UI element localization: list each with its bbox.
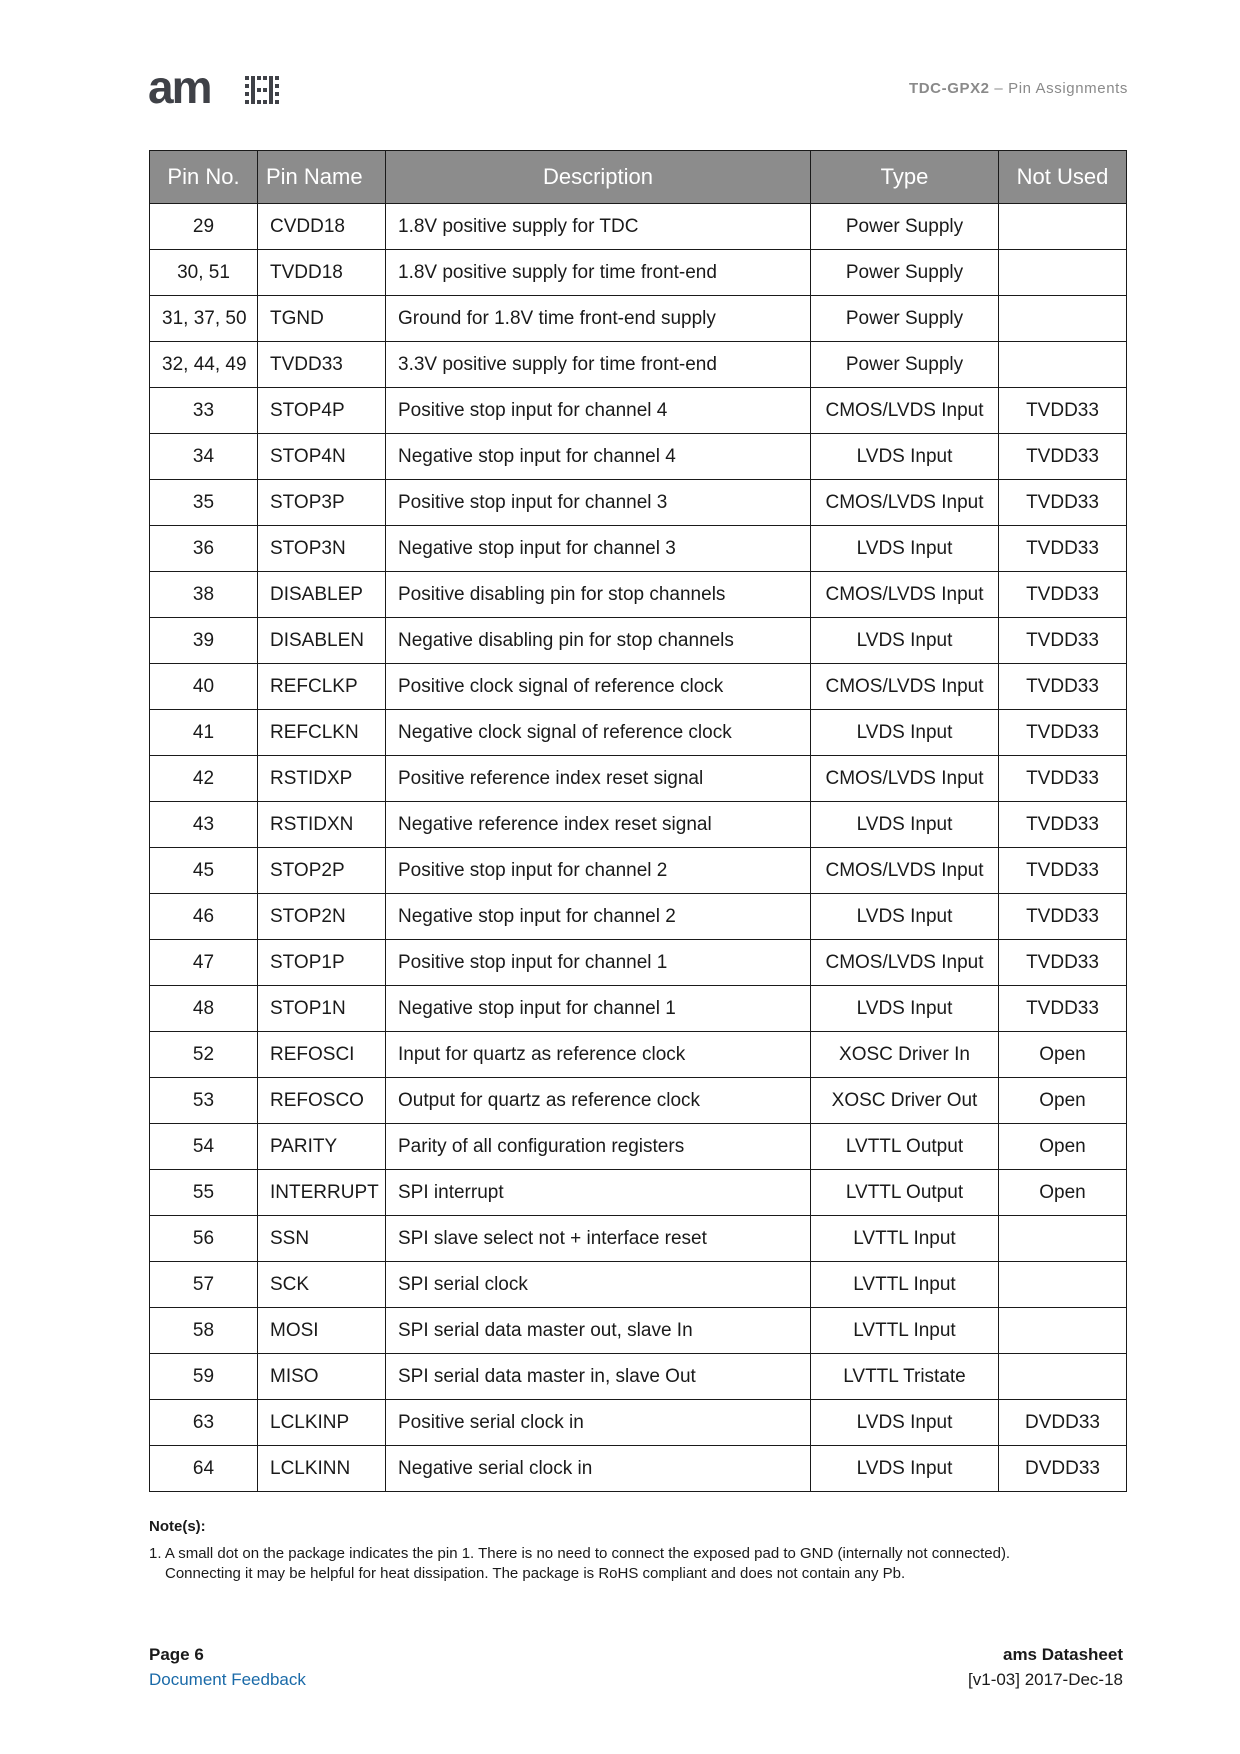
cell-pin-name: MOSI: [258, 1308, 386, 1354]
cell-not-used: [999, 1308, 1127, 1354]
cell-pin-no: 53: [150, 1078, 258, 1124]
cell-type: Power Supply: [811, 296, 999, 342]
cell-not-used: Open: [999, 1170, 1127, 1216]
cell-pin-name: LCLKINN: [258, 1446, 386, 1492]
cell-pin-name: STOP4P: [258, 388, 386, 434]
cell-description: Parity of all configuration registers: [386, 1124, 811, 1170]
cell-pin-name: CVDD18: [258, 204, 386, 250]
cell-not-used: Open: [999, 1078, 1127, 1124]
cell-description: Positive stop input for channel 1: [386, 940, 811, 986]
cell-not-used: TVDD33: [999, 848, 1127, 894]
cell-description: Positive disabling pin for stop channels: [386, 572, 811, 618]
cell-type: LVTTL Output: [811, 1124, 999, 1170]
cell-description: Negative stop input for channel 1: [386, 986, 811, 1032]
cell-type: LVTTL Input: [811, 1262, 999, 1308]
cell-description: Positive stop input for channel 2: [386, 848, 811, 894]
column-header-pin-name: Pin Name: [258, 151, 386, 204]
column-header-type: Type: [811, 151, 999, 204]
cell-description: Positive stop input for channel 3: [386, 480, 811, 526]
cell-type: CMOS/LVDS Input: [811, 572, 999, 618]
cell-type: XOSC Driver Out: [811, 1078, 999, 1124]
cell-type: LVDS Input: [811, 710, 999, 756]
cell-pin-name: STOP1P: [258, 940, 386, 986]
cell-description: Positive serial clock in: [386, 1400, 811, 1446]
table-row: [150, 480, 1127, 526]
cell-description: SPI slave select not + interface reset: [386, 1216, 811, 1262]
cell-description: Output for quartz as reference clock: [386, 1078, 811, 1124]
cell-not-used: TVDD33: [999, 986, 1127, 1032]
column-header-not-used: Not Used: [999, 151, 1127, 204]
table-row: [150, 1124, 1127, 1170]
ams-logo: [148, 72, 293, 112]
note-line-1: 1. A small dot on the package indicates the pin 1. There is no need to connect the exposed pad to GND (internally not connected).: [149, 1545, 1011, 1562]
cell-description: Negative stop input for channel 2: [386, 894, 811, 940]
cell-description: Negative serial clock in: [386, 1446, 811, 1492]
cell-type: Power Supply: [811, 250, 999, 296]
cell-pin-name: RSTIDXN: [258, 802, 386, 848]
cell-pin-no: 48: [150, 986, 258, 1032]
cell-pin-no: 63: [150, 1400, 258, 1446]
cell-not-used: DVDD33: [999, 1446, 1127, 1492]
cell-pin-name: REFOSCI: [258, 1032, 386, 1078]
cell-pin-no: 42: [150, 756, 258, 802]
table-row: [150, 1170, 1127, 1216]
table-row: [150, 1354, 1127, 1400]
cell-not-used: [999, 1262, 1127, 1308]
cell-not-used: [999, 1354, 1127, 1400]
cell-type: LVDS Input: [811, 894, 999, 940]
note-line-2: Connecting it may be helpful for heat dissipation. The package is RoHS compliant and does not contain any Pb.: [165, 1565, 906, 1582]
table-row: [150, 1078, 1127, 1124]
cell-description: Negative stop input for channel 4: [386, 434, 811, 480]
cell-description: SPI serial data master in, slave Out: [386, 1354, 811, 1400]
section-title: Pin Assignments: [1008, 80, 1128, 97]
cell-type: CMOS/LVDS Input: [811, 848, 999, 894]
cell-pin-no: 56: [150, 1216, 258, 1262]
cell-pin-no: 36: [150, 526, 258, 572]
cell-not-used: TVDD33: [999, 756, 1127, 802]
cell-type: CMOS/LVDS Input: [811, 756, 999, 802]
cell-type: LVTTL Tristate: [811, 1354, 999, 1400]
cell-not-used: TVDD33: [999, 802, 1127, 848]
cell-description: Negative reference index reset signal: [386, 802, 811, 848]
document-code: TDC-GPX2: [908, 80, 990, 97]
cell-pin-no: 46: [150, 894, 258, 940]
cell-pin-name: RSTIDXP: [258, 756, 386, 802]
cell-pin-no: 41: [150, 710, 258, 756]
cell-pin-no: 40: [150, 664, 258, 710]
cell-type: CMOS/LVDS Input: [811, 664, 999, 710]
version-date: [v1-03] 2017-Dec-18: [968, 1670, 1123, 1689]
cell-description: Positive reference index reset signal: [386, 756, 811, 802]
cell-description: 1.8V positive supply for time front-end: [386, 250, 811, 296]
table-row: [150, 664, 1127, 710]
cell-not-used: [999, 204, 1127, 250]
cell-type: LVDS Input: [811, 986, 999, 1032]
cell-pin-name: STOP2N: [258, 894, 386, 940]
cell-description: SPI serial clock: [386, 1262, 811, 1308]
cell-pin-no: 55: [150, 1170, 258, 1216]
cell-description: Ground for 1.8V time front-end supply: [386, 296, 811, 342]
cell-pin-no: 54: [150, 1124, 258, 1170]
cell-not-used: [999, 296, 1127, 342]
cell-pin-name: REFCLKP: [258, 664, 386, 710]
cell-description: SPI serial data master out, slave In: [386, 1308, 811, 1354]
cell-description: Negative stop input for channel 3: [386, 526, 811, 572]
cell-type: LVTTL Input: [811, 1216, 999, 1262]
cell-pin-no: 47: [150, 940, 258, 986]
cell-pin-no: 32, 44, 49: [150, 342, 258, 388]
table-row: [150, 1262, 1127, 1308]
cell-type: Power Supply: [811, 342, 999, 388]
cell-type: LVDS Input: [811, 1446, 999, 1492]
table-row: [150, 940, 1127, 986]
logo-s-mark: [245, 76, 279, 104]
cell-pin-no: 34: [150, 434, 258, 480]
table-row: [150, 894, 1127, 940]
cell-pin-no: 38: [150, 572, 258, 618]
cell-type: LVDS Input: [811, 618, 999, 664]
cell-not-used: [999, 342, 1127, 388]
cell-type: LVDS Input: [811, 802, 999, 848]
cell-not-used: TVDD33: [999, 940, 1127, 986]
cell-not-used: TVDD33: [999, 572, 1127, 618]
table-row: [150, 250, 1127, 296]
cell-type: CMOS/LVDS Input: [811, 940, 999, 986]
table-row: [150, 388, 1127, 434]
column-header-description: Description: [386, 151, 811, 204]
table-row: [150, 756, 1127, 802]
notes-title: Note(s):: [149, 1518, 206, 1535]
cell-pin-no: 64: [150, 1446, 258, 1492]
table-row: [150, 572, 1127, 618]
table-row: [150, 710, 1127, 756]
cell-type: Power Supply: [811, 204, 999, 250]
cell-pin-no: 29: [150, 204, 258, 250]
cell-not-used: TVDD33: [999, 664, 1127, 710]
table-row: [150, 848, 1127, 894]
cell-type: XOSC Driver In: [811, 1032, 999, 1078]
cell-pin-name: STOP2P: [258, 848, 386, 894]
cell-not-used: Open: [999, 1032, 1127, 1078]
cell-description: Negative disabling pin for stop channels: [386, 618, 811, 664]
cell-type: LVTTL Input: [811, 1308, 999, 1354]
cell-type: CMOS/LVDS Input: [811, 480, 999, 526]
cell-not-used: [999, 1216, 1127, 1262]
cell-type: LVDS Input: [811, 526, 999, 572]
cell-pin-name: DISABLEP: [258, 572, 386, 618]
cell-not-used: TVDD33: [999, 526, 1127, 572]
cell-description: Positive clock signal of reference clock: [386, 664, 811, 710]
table-row: [150, 1308, 1127, 1354]
cell-pin-name: INTERRUPT: [258, 1170, 386, 1216]
cell-pin-no: 33: [150, 388, 258, 434]
table-row: [150, 434, 1127, 480]
cell-pin-no: 30, 51: [150, 250, 258, 296]
cell-type: CMOS/LVDS Input: [811, 388, 999, 434]
cell-description: Positive stop input for channel 4: [386, 388, 811, 434]
cell-pin-no: 39: [150, 618, 258, 664]
cell-pin-name: TGND: [258, 296, 386, 342]
table-row: [150, 204, 1127, 250]
cell-pin-no: 45: [150, 848, 258, 894]
cell-type: LVDS Input: [811, 434, 999, 480]
cell-not-used: [999, 250, 1127, 296]
cell-not-used: TVDD33: [999, 388, 1127, 434]
cell-pin-name: STOP3P: [258, 480, 386, 526]
cell-pin-name: REFCLKN: [258, 710, 386, 756]
table-row: [150, 618, 1127, 664]
cell-description: Input for quartz as reference clock: [386, 1032, 811, 1078]
footer-left: [149, 1642, 306, 1692]
cell-pin-name: DISABLEN: [258, 618, 386, 664]
cell-pin-name: TVDD18: [258, 250, 386, 296]
cell-pin-name: LCLKINP: [258, 1400, 386, 1446]
pin-assignment-table: [149, 150, 1127, 1492]
table-row: [150, 1032, 1127, 1078]
cell-pin-name: PARITY: [258, 1124, 386, 1170]
cell-pin-name: TVDD33: [258, 342, 386, 388]
cell-pin-name: REFOSCO: [258, 1078, 386, 1124]
cell-description: 1.8V positive supply for TDC: [386, 204, 811, 250]
page-number: Page 6: [149, 1645, 204, 1664]
cell-pin-name: MISO: [258, 1354, 386, 1400]
cell-not-used: TVDD33: [999, 480, 1127, 526]
cell-pin-no: 57: [150, 1262, 258, 1308]
cell-pin-no: 35: [150, 480, 258, 526]
footer-right: [968, 1642, 1123, 1692]
document-feedback-link[interactable]: Document Feedback: [149, 1670, 306, 1689]
cell-pin-no: 31, 37, 50: [150, 296, 258, 342]
column-header-pin-no: Pin No.: [150, 151, 258, 204]
table-row: [150, 986, 1127, 1032]
cell-description: 3.3V positive supply for time front-end: [386, 342, 811, 388]
table-row: [150, 1400, 1127, 1446]
cell-pin-name: SSN: [258, 1216, 386, 1262]
cell-type: LVTTL Output: [811, 1170, 999, 1216]
cell-not-used: TVDD33: [999, 894, 1127, 940]
table-row: [150, 526, 1127, 572]
cell-pin-name: STOP4N: [258, 434, 386, 480]
cell-pin-name: SCK: [258, 1262, 386, 1308]
document-header: [909, 80, 1128, 97]
header-separator: –: [989, 80, 1009, 97]
table-row: [150, 802, 1127, 848]
cell-not-used: DVDD33: [999, 1400, 1127, 1446]
table-row: [150, 342, 1127, 388]
table-row: [150, 296, 1127, 342]
cell-not-used: TVDD33: [999, 434, 1127, 480]
cell-not-used: TVDD33: [999, 710, 1127, 756]
cell-pin-no: 43: [150, 802, 258, 848]
cell-pin-no: 59: [150, 1354, 258, 1400]
table-header-row: [150, 151, 1127, 204]
cell-not-used: Open: [999, 1124, 1127, 1170]
cell-pin-name: STOP1N: [258, 986, 386, 1032]
cell-description: SPI interrupt: [386, 1170, 811, 1216]
cell-pin-no: 58: [150, 1308, 258, 1354]
notes-body: [149, 1544, 1129, 1584]
table-row: [150, 1216, 1127, 1262]
cell-description: Negative clock signal of reference clock: [386, 710, 811, 756]
cell-pin-no: 52: [150, 1032, 258, 1078]
logo-text: am: [148, 72, 211, 112]
cell-pin-name: STOP3N: [258, 526, 386, 572]
datasheet-label: ams Datasheet: [1002, 1645, 1123, 1664]
cell-type: LVDS Input: [811, 1400, 999, 1446]
table-row: [150, 1446, 1127, 1492]
cell-not-used: TVDD33: [999, 618, 1127, 664]
